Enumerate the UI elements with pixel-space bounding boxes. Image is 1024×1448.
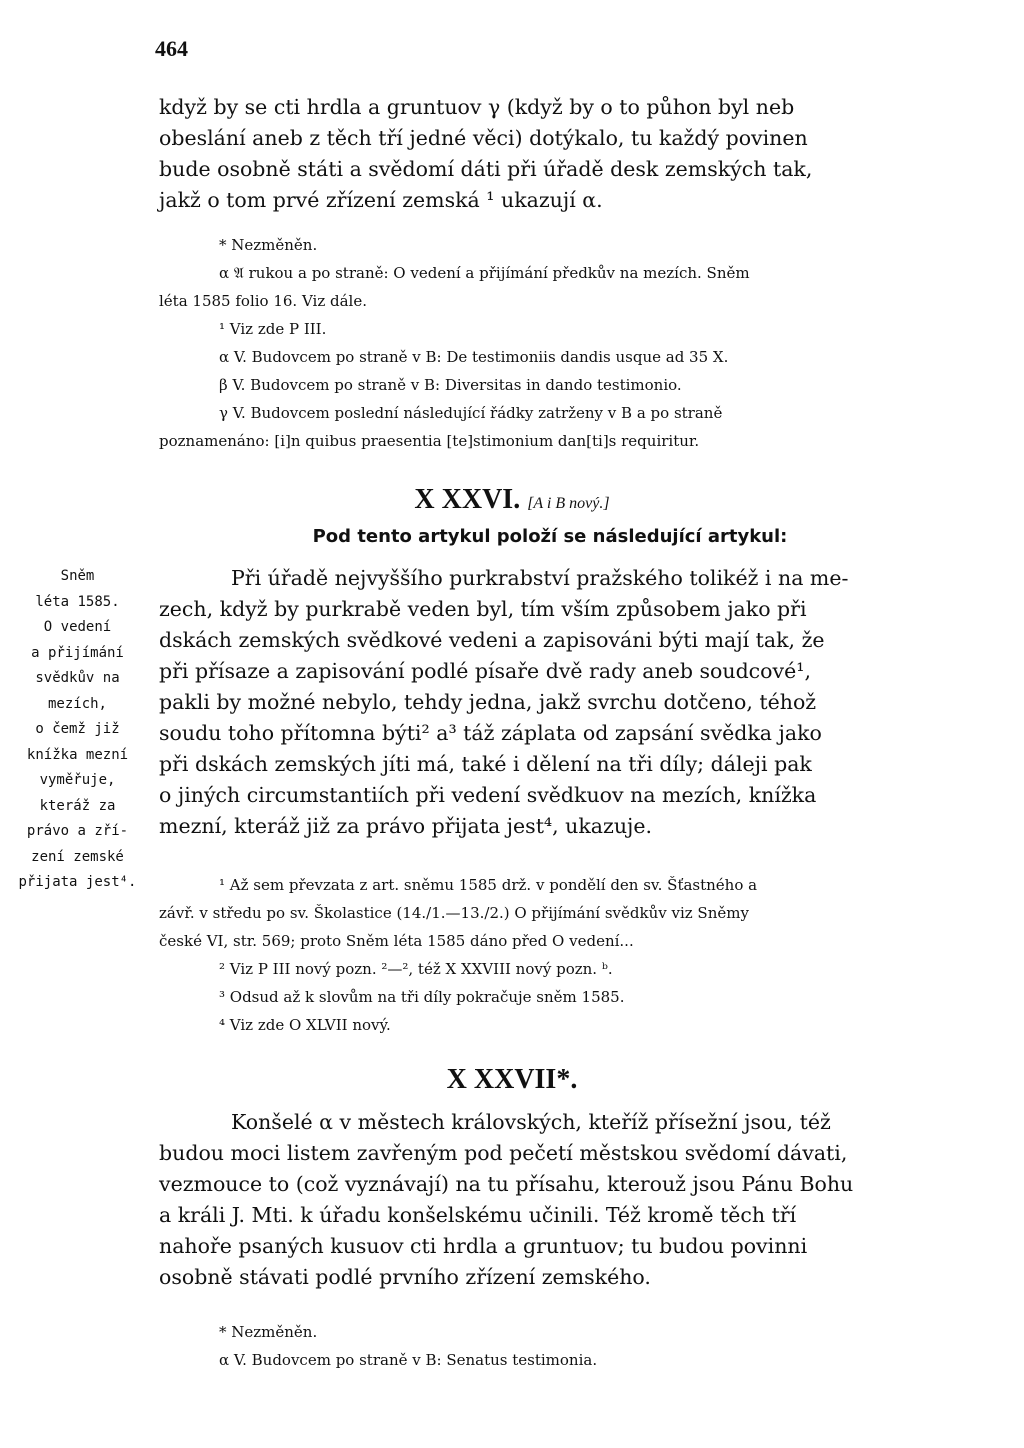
footnote-line: * Nezměněn. — [219, 1323, 318, 1341]
text-line: nahoře psaných kusuov cti hrdla a gruntuov; tu budou povinni — [159, 1234, 808, 1258]
footnote-line: γ V. Budovcem poslední následující řádky zatrženy v B a po straně — [219, 404, 723, 422]
margin-line: a přijímání — [31, 644, 124, 661]
text-line: osobně stávati podlé prvního zřízení zemského. — [159, 1265, 651, 1289]
text-line: a králi J. Mti. k úřadu konšelskému učinili. Též kromě těch tří — [159, 1203, 797, 1227]
margin-line: o čemž již — [35, 721, 120, 737]
section-27-footnotes — [159, 1318, 995, 1374]
footnote-line: ⁴ Viz zde O XLVII nový. — [219, 1016, 391, 1034]
text-line: Při úřadě nejvyššího purkrabství pražského tolikéž i na me- — [231, 566, 849, 590]
text-line: budou moci listem zavřeným pod pečetí městskou svědomí dávati, — [159, 1141, 848, 1165]
footnote-line: české VI, str. 569; proto Sněm léta 1585 dáno před O vedení... — [159, 932, 634, 950]
text-line: při přísaze a zapisování podlé písaře dvě rady aneb soudcové¹, — [159, 659, 811, 683]
margin-note — [0, 564, 155, 896]
section-26-footnotes — [159, 871, 995, 1039]
footnote-line: ¹ Viz zde P III. — [219, 320, 327, 338]
text-line: soudu toho přítomna býti² a³ táž záplata od zapsání svědka jako — [159, 721, 822, 745]
section-26-body — [159, 563, 995, 842]
margin-line: léta 1585. — [35, 593, 120, 610]
footnote-line: závř. v středu po sv. Školastice (14./1.—13./2.) O přijímání svědkův viz Sněmy — [159, 904, 749, 922]
text-line: když by se cti hrdla a gruntuov γ (když by o to půhon byl neb — [159, 95, 795, 119]
section-27-body — [159, 1107, 995, 1293]
margin-line: přijata jest⁴. — [18, 874, 137, 890]
margin-line: mezích, — [47, 695, 107, 712]
margin-line: Sněm — [60, 568, 95, 584]
text-line: mezní, kteráž již za právo přijata jest⁴, ukazuje. — [159, 814, 653, 838]
footnote-line: léta 1585 folio 16. Viz dále. — [159, 292, 367, 310]
footnote-line: α V. Budovcem po straně v B: De testimoniis dandis usque ad 35 X. — [219, 348, 729, 366]
text-line: dskách zemských svědkové vedeni a zapisováni býti mají tak, že — [159, 628, 825, 652]
margin-line: vyměřuje, — [39, 772, 116, 788]
margin-line: knížka mezní — [26, 746, 129, 763]
text-line: vezmouce to (což vyznávají) na tu přísahu, kterouž jsou Pánu Bohu — [159, 1172, 854, 1196]
footnote-line: β V. Budovcem po straně v B: Diversitas in dando testimonio. — [219, 376, 682, 394]
margin-line: O vedení — [43, 619, 112, 635]
text-line: Konšelé α v městech královských, kteříž přísežní jsou, též — [231, 1110, 831, 1134]
margin-line: právo a zří- — [26, 823, 129, 839]
text-line: obeslání aneb z těch tří jedné věci) dotýkalo, tu každý povinen — [159, 126, 808, 150]
text-line: jakž o tom prvé zřízení zemská ¹ ukazují α. — [159, 188, 603, 212]
top-paragraph — [159, 92, 995, 216]
footnote-line: α V. Budovcem po straně v B: Senatus testimonia. — [219, 1351, 598, 1369]
section-heading-27 — [0, 1064, 1024, 1096]
footnote-line: poznamenáno: [i]n quibus praesentia [te]stimonium dan[ti]s requiritur. — [159, 432, 700, 450]
section-title: X XXVII*. — [446, 1064, 578, 1095]
footnote-line: α 𝔄 rukou a po straně: O vedení a přijímání předkův na mezích. Sněm — [219, 264, 750, 282]
top-footnotes — [159, 231, 995, 455]
text-line: bude osobně státi a svědomí dáti při úřadě desk zemských tak, — [159, 157, 813, 181]
text-line: při dskách zemských jíti má, také i dělení na tři díly; dáleji pak — [159, 752, 812, 776]
section-title: X XXVI. — [414, 484, 521, 515]
footnote-line: * Nezměněn. — [219, 236, 318, 254]
section-heading-26 — [0, 484, 1024, 516]
text-line: pakli by možné nebylo, tehdy jedna, jakž svrchu dotčeno, téhož — [159, 690, 817, 714]
footnote-line: ³ Odsud až k slovům na tři díly pokračuje sněm 1585. — [219, 988, 625, 1006]
text-line: zech, když by purkrabě veden byl, tím vším způsobem jako při — [159, 597, 807, 621]
margin-line: kteráž za — [39, 797, 116, 814]
margin-line: svědkův na — [35, 670, 120, 686]
footnote-line: ¹ Až sem převzata z art. sněmu 1585 drž. v pondělí den sv. Šťastného a — [219, 876, 758, 894]
section-bracket-note: [A i B nový.] — [527, 495, 610, 512]
footnote-line: ² Viz P III nový pozn. ²—², též X XXVIII nový pozn. ᵇ. — [219, 960, 613, 978]
margin-line: zení zemské — [31, 848, 124, 865]
page-number: 464 — [155, 36, 188, 61]
text-line: o jiných circumstantiích při vedení svědkuov na mezích, knížka — [159, 783, 817, 807]
section-subheading: Pod tento artykul položí se následující artykul: — [312, 526, 788, 547]
